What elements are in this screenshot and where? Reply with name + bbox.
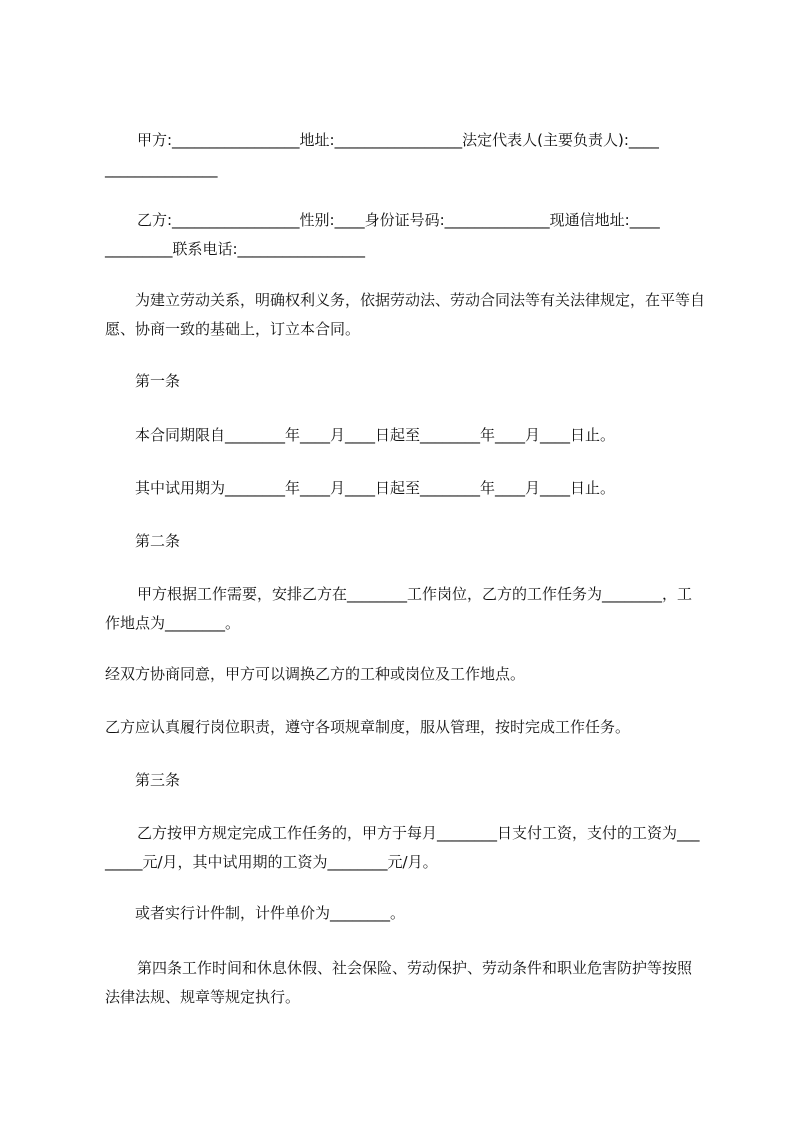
article-1-term: 本合同期限自________年____月____日起至________年____月____日止。 bbox=[135, 426, 616, 444]
article-3-wage: 乙方按甲方规定完成工作任务的，甲方于每月________日支付工资，支付的工资为________元/月，其中试用期的工资为________元/月。 bbox=[105, 824, 700, 871]
party-a-line-cont: _______________ bbox=[105, 160, 218, 178]
party-a-line: 甲方:_________________地址:_________________法定代表人(主要负责人):____ bbox=[137, 131, 659, 149]
article-3-piece: 或者实行计件制，计件单价为________。 bbox=[135, 904, 406, 922]
party-b-line-cont: _________联系电话:_________________ bbox=[105, 240, 366, 258]
party-b-line: 乙方:_________________性别:____身份证号码:______________现通信地址:____ bbox=[137, 211, 660, 229]
article-2-transfer: 经双方协商同意，甲方可以调换乙方的工种或岗位及工作地点。 bbox=[105, 665, 526, 683]
article-3-title: 第三条 bbox=[135, 771, 181, 789]
article-1-probation: 其中试用期为________年____月____日起至________年____月____日止。 bbox=[135, 479, 616, 497]
article-2-duty: 乙方应认真履行岗位职责，遵守各项规章制度，服从管理，按时完成工作任务。 bbox=[105, 718, 631, 736]
article-1-title: 第一条 bbox=[135, 372, 181, 390]
article-2-title: 第二条 bbox=[135, 532, 181, 550]
intro-paragraph: 为建立劳动关系，明确权利义务，依据劳动法、劳动合同法等有关法律规定，在平等自愿、协商一致的基础上，订立本合同。 bbox=[105, 291, 706, 338]
article-2-position: 甲方根据工作需要，安排乙方在________工作岗位，乙方的工作任务为________，工作地点为________。 bbox=[105, 585, 693, 632]
article-4: 第四条工作时间和休息休假、社会保险、劳动保护、劳动条件和职业危害防护等按照法律法规、规章等规定执行。 bbox=[105, 959, 693, 1006]
